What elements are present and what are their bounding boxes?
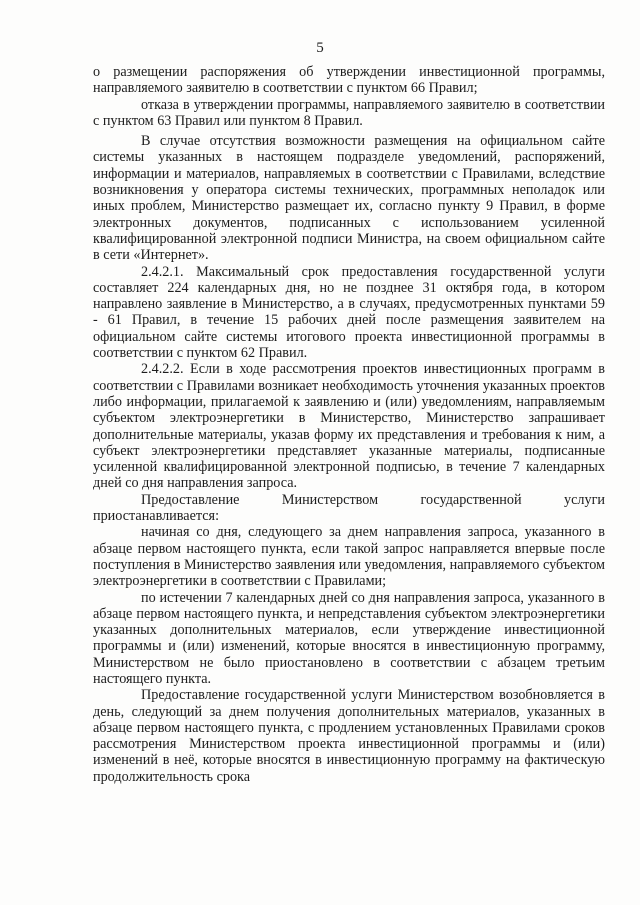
paragraph: 2.4.2.2. Если в ходе рассмотрения проектов инвестиционных программ в соответствии с Правилами возникает необходимость уточнения указанных проектов либо информации, прилагаемой к заявлению и (или) уведомлениям, направляемым субъектом электроэнергетики в Министерство, Министерство запрашивает дополнительные материалы, указав форму их представления и требования к ним, а субъект электроэнергетики представляет указанные материалы, подписанные усиленной квалифицированной электронной подписью, в течение 7 календарных дней со дня направления запроса. — [93, 361, 605, 492]
paragraph: Предоставление государственной услуги Министерством возобновляется в день, следующий за днем получения дополнительных материалов, указанных в абзаце первом настоящего пункта, с продлением установленных Правилами сроков рассмотрения Министерством проекта инвестиционной программы и (или) изменений в неё, которые вносятся в инвестиционную программу на фактическую продолжительность срока — [93, 687, 605, 785]
paragraph: Предоставление Министерством государственной услуги приостанавливается: — [93, 491, 605, 525]
document-body — [93, 64, 605, 785]
paragraph: В случае отсутствия возможности размещения на официальном сайте системы указанных в настоящем подразделе уведомлений, распоряжений, информации и материалов, направляемых в соответствии с Правилами, вследствие возникновения у оператора системы технических, программных неполадок или иных проблем, Министерство размещает их, согласно пункту 9 Правил, в форме электронных документов, подписанных с использованием усиленной квалифицированной электронной подписи Министра, на своем официальном сайте в сети «Интернет». — [93, 133, 605, 264]
paragraph: 2.4.2.1. Максимальный срок предоставления государственной услуги составляет 224 календарных дня, но не позднее 31 октября года, в котором направлено заявление в Министерство, а в случаях, предусмотренных пунктами 59 - 61 Правил, в течение 15 рабочих дней после размещения заявителем на официальном сайте системы итогового проекта инвестиционной программы в соответствии с пунктом 62 Правил. — [93, 263, 605, 362]
paragraph: начиная со дня, следующего за днем направления запроса, указанного в абзаце первом настоящего пункта, если такой запрос направляется впервые после поступления в Министерство заявления или уведомления, направляемого субъектом электроэнергетики в соответствии с Правилами; — [93, 524, 605, 590]
paragraph: отказа в утверждении программы, направляемого заявителю в соответствии с пунктом 63 Правил или пунктом 8 Правил. — [93, 96, 605, 129]
page-number: 5 — [316, 40, 324, 56]
paragraph: о размещении распоряжения об утверждении инвестиционной программы, направляемого заявителю в соответствии с пунктом 66 Правил; — [93, 64, 605, 97]
paragraph: по истечении 7 календарных дней со дня направления запроса, указанного в абзаце первом настоящего пункта, и непредставления субъектом электроэнергетики указанных дополнительных материалов, если утверждение инвестиционной программы и (или) изменений, которые вносятся в инвестиционную программу, Министерством не было приостановлено в соответствии с абзацем третьим настоящего пункта. — [93, 589, 605, 687]
